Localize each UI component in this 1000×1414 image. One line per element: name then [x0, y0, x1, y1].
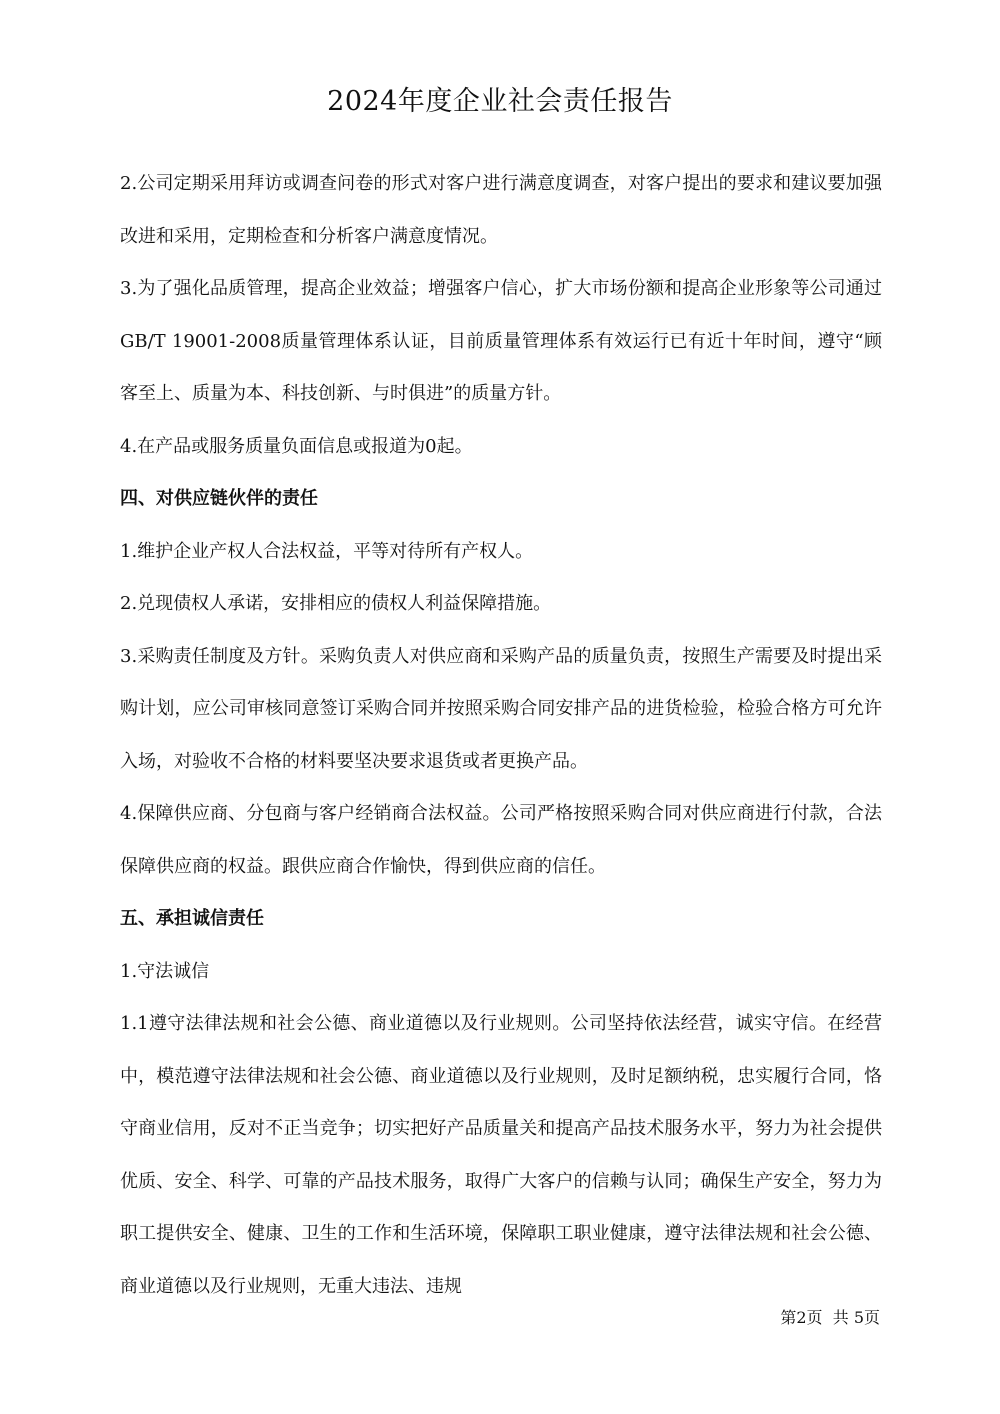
paragraph: 3.为了强化品质管理，提高企业效益；增强客户信心，扩大市场份额和提高企业形象等公司通过GB/T 19001-2008质量管理体系认证，目前质量管理体系有效运行已有近十年时间，遵守“顾客至上、质量为本、科技创新、与时俱进”的质量方针。: [120, 278, 882, 404]
section-heading: 五、承担诚信责任: [120, 908, 264, 929]
report-title: 2024年度企业社会责任报告: [327, 86, 673, 117]
paragraph: 1.维护企业产权人合法权益，平等对待所有产权人。: [120, 540, 534, 562]
section-heading: 四、对供应链伙伴的责任: [120, 488, 318, 509]
page-footer: 第2页 共 5页: [780, 1308, 880, 1327]
paragraph: 1.1遵守法律法规和社会公德、商业道德以及行业规则。公司坚持依法经营，诚实守信。在经营中，模范遵守法律法规和社会公德、商业道德以及行业规则，及时足额纳税，忠实履行合同，恪守商业信用，反对不正当竞争；切实把好产品质量关和提高产品技术服务水平，努力为社会提供优质、安全、科学、可靠的产品技术服务，取得广大客户的信赖与认同；确保生产安全，努力为职工提供安全、健康、卫生的工作和生活环境，保障职工职业健康，遵守法律法规和社会公德、商业道德以及行业规则，无重大违法、违规: [120, 1013, 882, 1297]
paragraph: 1.守法诚信: [120, 960, 210, 982]
paragraph: 2.兑现债权人承诺，安排相应的债权人利益保障措施。: [120, 593, 552, 614]
report-body: [120, 158, 882, 1313]
paragraph: 4.在产品或服务质量负面信息或报道为0起。: [120, 435, 473, 457]
paragraph: 3.采购责任制度及方针。采购负责人对供应商和采购产品的质量负责，按照生产需要及时提出采购计划，应公司审核同意签订采购合同并按照采购合同安排产品的进货检验，检验合格方可允许入场，对验收不合格的材料要坚决要求退货或者更换产品。: [120, 645, 882, 772]
paragraph: 4.保障供应商、分包商与客户经销商合法权益。公司严格按照采购合同对供应商进行付款，合法保障供应商的权益。跟供应商合作愉快，得到供应商的信任。: [120, 803, 882, 877]
paragraph: 2.公司定期采用拜访或调查问卷的形式对客户进行满意度调查，对客户提出的要求和建议要加强改进和采用，定期检查和分析客户满意度情况。: [120, 173, 882, 247]
